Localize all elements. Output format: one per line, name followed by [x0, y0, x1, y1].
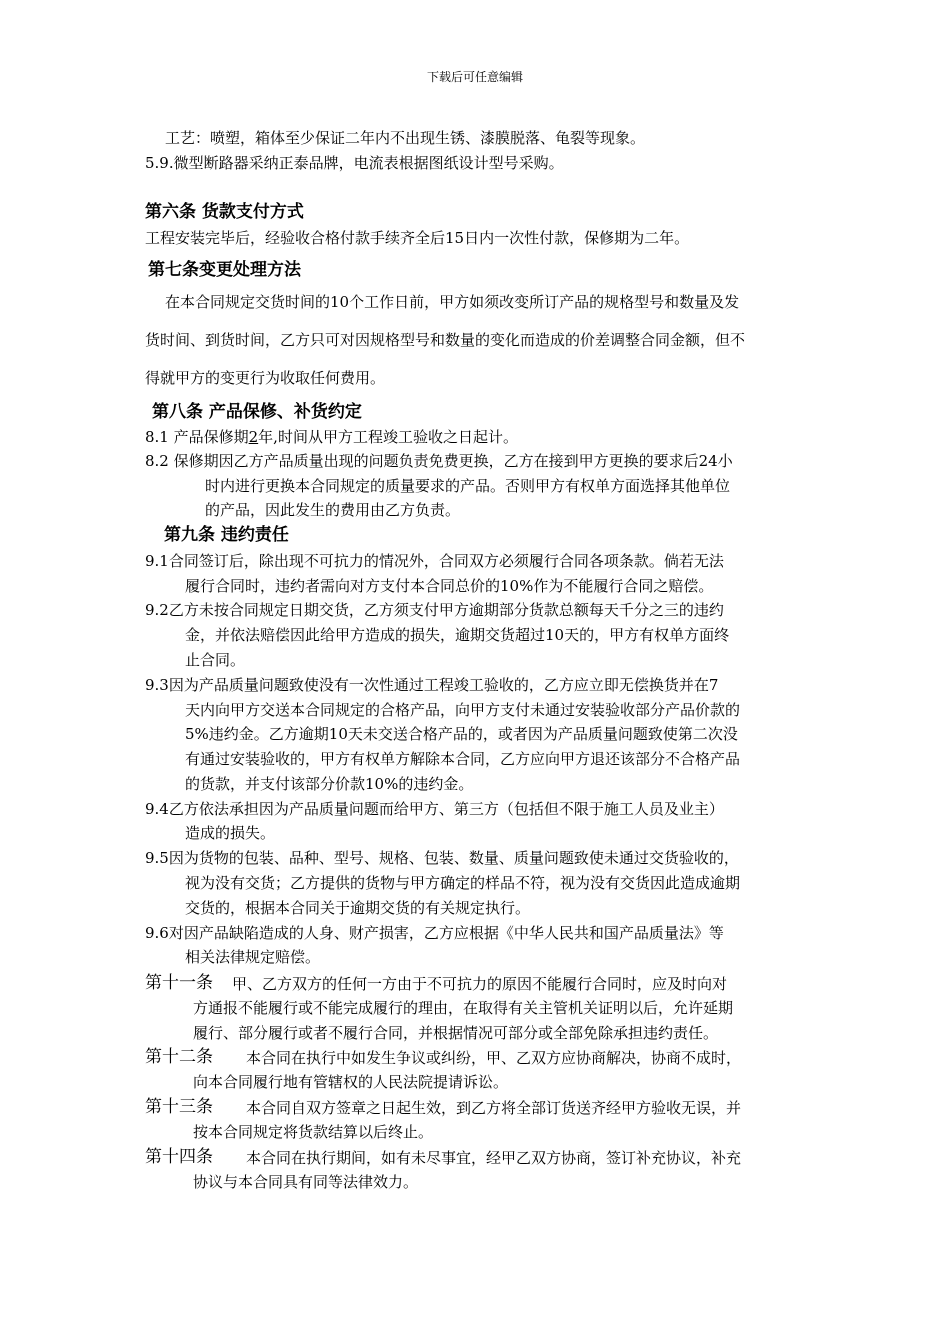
page-header: 下载后可任意编辑: [426, 70, 523, 84]
clause-text: 8.1 产品保修期: [145, 428, 249, 446]
warranty-years: 2: [248, 428, 259, 446]
section-heading: 第八条 产品保修、补货约定: [152, 402, 362, 422]
text-line: 9.4乙方依法承担因为产品质量问题而给甲方、第三方（包括但不限于施工人员及业主）: [145, 800, 724, 818]
text-line: 5.9.微型断路器采纳正泰品牌，电流表根据图纸设计型号采购。: [145, 154, 564, 172]
text-line: 的货款，并支付该部分价款10%的违约金。: [185, 775, 474, 793]
text-line: 的产品，因此发生的费用由乙方负责。: [205, 501, 461, 519]
text-line: 本合同在执行中如发生争议或纠纷，甲、乙双方应协商解决，协商不成时，: [246, 1049, 742, 1067]
text-line: [145, 427, 518, 447]
text-line: 造成的损失。: [185, 824, 276, 842]
article-label: 第十四条: [145, 1147, 213, 1167]
text-line: 本合同自双方签章之日起生效，到乙方将全部订货送齐经甲方验收无误，并: [246, 1099, 742, 1117]
section-heading: 第九条 违约责任: [164, 525, 289, 545]
clause-text: 年,时间从甲方工程竣工验收之日起计。: [258, 428, 518, 446]
text-line: 5%违约金。乙方逾期10天未交送合格产品的，或者因为产品质量问题致使第二次没: [185, 725, 738, 743]
text-line: 协议与本合同具有同等法律效力。: [193, 1173, 419, 1191]
text-line: 方通报不能履行或不能完成履行的理由，在取得有关主管机关证明以后，允许延期: [193, 999, 734, 1017]
text-line: 9.6对因产品缺陷造成的人身、财产损害，乙方应根据《中华人民共和国产品质量法》等: [145, 924, 724, 942]
text-line: 按本合同规定将货款结算以后终止。: [193, 1123, 434, 1141]
text-line: 有通过安装验收的，甲方有权单方解除本合同，乙方应向甲方退还该部分不合格产品: [185, 750, 741, 768]
text-line: 视为没有交货；乙方提供的货物与甲方确定的样品不符，视为没有交货因此造成逾期: [185, 874, 741, 892]
text-line: 履行合同时，违约者需向对方支付本合同总价的10%作为不能履行合同之赔偿。: [185, 577, 714, 595]
article-label: 第十一条: [145, 973, 213, 993]
text-line: 甲、乙方双方的任何一方由于不可抗力的原因不能履行合同时，应及时向对: [232, 975, 728, 993]
text-line: 货时间、到货时间，乙方只可对因规格型号和数量的变化而造成的价差调整合同金额，但不: [145, 331, 746, 349]
section-heading: 第七条变更处理方法: [148, 260, 301, 280]
text-line: 9.5因为货物的包装、品种、型号、规格、包装、数量、质量问题致使未通过交货验收的，: [145, 849, 739, 867]
text-line: 金，并依法赔偿因此给甲方造成的损失，逾期交货超过10天的，甲方有权单方面终: [185, 626, 730, 644]
text-line: 履行、部分履行或者不履行合同，并根据情况可部分或全部免除承担违约责任。: [193, 1024, 719, 1042]
text-line: 9.2乙方未按合同规定日期交货，乙方须支付甲方逾期部分货款总额每天千分之三的违约: [145, 601, 724, 619]
text-line: 9.1合同签订后，除出现不可抗力的情况外，合同双方必须履行合同各项条款。倘若无法: [145, 552, 724, 570]
section-heading: 第六条 货款支付方式: [145, 202, 304, 222]
article-label: 第十二条: [145, 1047, 213, 1067]
text-line: 8.2 保修期因乙方产品质量出现的问题负责免费更换，乙方在接到甲方更换的要求后24小: [145, 452, 733, 470]
text-line: 工艺：喷塑，箱体至少保证二年内不出现生锈、漆膜脱落、龟裂等现象。: [165, 129, 646, 147]
text-line: 止合同。: [185, 651, 246, 669]
text-line: 工程安装完毕后，经验收合格付款手续齐全后15日内一次性付款，保修期为二年。: [145, 229, 690, 247]
text-line: 交货的，根据本合同关于逾期交货的有关规定执行。: [185, 899, 531, 917]
text-line: 本合同在执行期间，如有未尽事宜，经甲乙双方协商，签订补充协议，补充: [246, 1149, 742, 1167]
text-line: 时内进行更换本合同规定的质量要求的产品。否则甲方有权单方面选择其他单位: [205, 477, 731, 495]
text-line: 相关法律规定赔偿。: [185, 948, 321, 966]
text-line: 向本合同履行地有管辖权的人民法院提请诉讼。: [193, 1073, 509, 1091]
text-line: 得就甲方的变更行为收取任何费用。: [145, 369, 386, 387]
text-line: 天内向甲方交送本合同规定的合格产品，向甲方支付未通过安装验收部分产品价款的: [185, 701, 741, 719]
text-line: 9.3因为产品质量问题致使没有一次性通过工程竣工验收的，乙方应立即无偿换货并在7: [145, 676, 719, 694]
article-label: 第十三条: [145, 1097, 213, 1117]
text-line: 在本合同规定交货时间的10个工作日前，甲方如须改变所订产品的规格型号和数量及发: [165, 293, 740, 311]
